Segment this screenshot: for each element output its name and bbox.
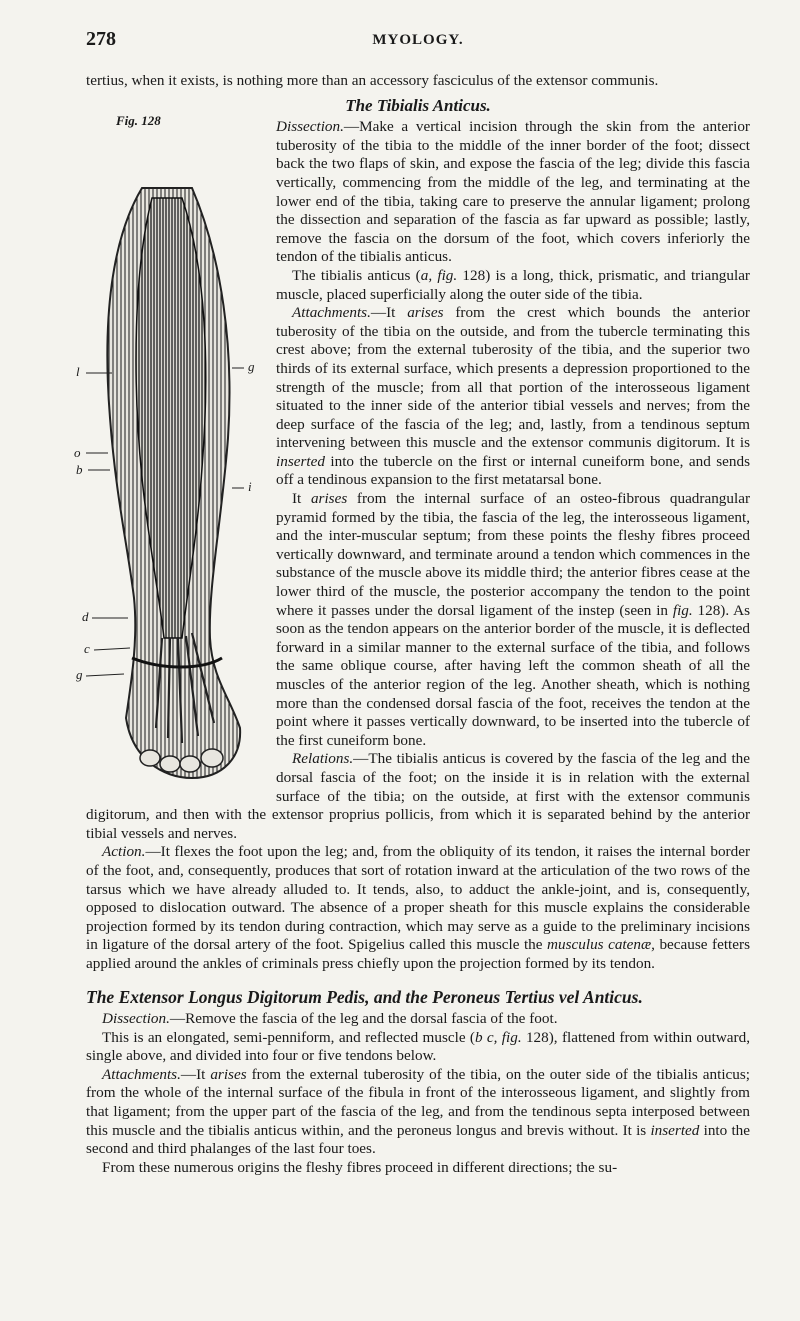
toe [180,756,200,772]
extensor-description: This is an elongated, semi-penniform, and reflected muscle (b c, fig. 128), flattened from within outward, single above, and divided into four or five tendons below. [86,1028,751,1065]
figure-label-g2: g [76,667,83,683]
figure-label-g: g [248,359,255,375]
tibialis-origin-detail: It arises from the internal surface of an osteo-fibrous quadrangular pyramid formed by the tibia, the fascia of the leg, the interosseous ligament, and the inter-muscular septum; from these points the fleshy fibres proceed vertically downward, and terminate around a tendon which commences in the substance of the muscle above its middle third; the anterior fibres cease at the lower third of the muscle, the posterior accompany the tendon to the point where it passes under the dorsal ligament of the instep (seen in fig. 128). As soon as the tendon appears on the anterior border of the muscle, it is deflected forward in a similar manner to the external surface of the tibia, and follows the same oblique course, after having left the common sheath of all the muscles of the anterior region of the leg. Another sheath, which is nothing more than the condensed dorsal fascia of the foot, receives the tendon at the point where it passes vertically downward, to be inserted into the tubercle of the first cuneiform bone. [276,490,750,749]
section-title-tibialis: The Tibialis Anticus. [345,95,491,115]
tibialis-relations: Relations.—The tibialis anticus is covered by the fascia of the leg and the dorsal fascia of the foot; on the inside it is in relation with the external surface of the tibia; on the outside, at first with the extensor communis digitorum, and then with the extensor proprius pollicis, from which it is separated behind by the anterior tibial vessels and nerves. [86,750,750,842]
tibialis-attachments: Attachments.—It arises from the crest which bounds the anterior tuberosity of the tibia on the outside, and from the tubercle terminating this crest above; from the external tuberosity of the tibia, and the superior two thirds of its external surface, which presents a depression proportioned to the strength of the muscle; from all that portion of the interosseous ligament situated to the inner side of the anterior tibial vessels and nerves; from the deep surface of the fascia of the leg; and, lastly, from a tendinous septum intervening between this muscle and the extensor communis digitorum. It is inserted into the tubercle on the first or internal cuneiform bone, and sends off a tendinous expansion to the first metatarsal bone. [276,304,750,489]
running-header [86,28,750,54]
figure-128 [72,113,262,786]
extensor-fibres: From these numerous origins the fleshy fibres proceed in different directions; the su- [102,1158,618,1176]
running-title: MYOLOGY. [372,32,464,48]
text-body [74,72,751,1177]
figure-label-o: o [74,445,81,461]
extensor-dissection: Dissection.—Remove the fascia of the leg and the dorsal fascia of the foot. [102,1010,558,1028]
figure-label-d: d [82,609,89,625]
tibialis-action: Action.—It flexes the foot upon the leg; and, from the obliquity of its tendon, it raises the internal border of the foot, and, consequently, produces that sort of rotation inward at the articulation of the two rows of the tarsus which we have already alluded to. It tends, also, to adduct the ankle-joint, and is, consequently, opposed to dislocation outward. The absence of a proper sheath for this muscle explains the considerable projection formed by its tendon during contraction, which may serve as a guide to the preliminary incisions in ligature of the dorsal artery of the foot. Spigelius called this muscle the musculus catenæ, because fetters applied around the ankles of criminals press chiefly upon the projection formed by its tendon. [86,843,750,972]
figure-label-l: l [76,364,80,380]
section-title-extensor: The Extensor Longus Digitorum Pedis, and the Peroneus Tertius vel Anticus. [86,986,643,1007]
toe [201,749,223,767]
intro-paragraph: tertius, when it exists, is nothing more than an accessory fasciculus of the extensor communis. [86,72,659,89]
figure-label-i: i [248,479,252,495]
figure-caption: Fig. 128 [116,113,161,129]
page-number: 278 [86,28,116,50]
toe [140,750,160,766]
figure-label-b: b [76,462,83,478]
leg-muscle-illustration [72,118,262,786]
tibialis-dissection: Dissection.—Make a vertical incision through the skin from the anterior tuberosity of the tibia to the middle of the inner border of the foot; dissect back the two flaps of skin, and expose the fascia of the leg; divide this fascia vertically, commencing from the middle of the leg, and terminating at the lower end of the tibia, taking care to preserve the annular ligament; prolong the dissection and separation of the fascia as far upward as possible; lastly, remove the fascia on the dorsum of the foot, which covers inferiorly the tendon of the tibialis anticus. [276,118,750,266]
toe [160,756,180,772]
tibialis-description: The tibialis anticus (a, fig. 128) is a long, thick, prismatic, and triangular muscle, placed superficially along the outer side of the tibia. [276,266,750,303]
extensor-attachments: Attachments.—It arises from the external tuberosity of the tibia, on the outer side of the tibialis anticus; from the whole of the internal surface of the fibula in front of the interosseous ligament, and slightly from that ligament; from the upper part of the fascia of the leg, and from the tendinous septa interposed between this muscle and the tibialis anticus within, and the peroneus longus and brevis without. It is inserted into the second and third phalanges of the last four toes. [86,1065,751,1158]
figure-label-c: c [84,641,90,657]
